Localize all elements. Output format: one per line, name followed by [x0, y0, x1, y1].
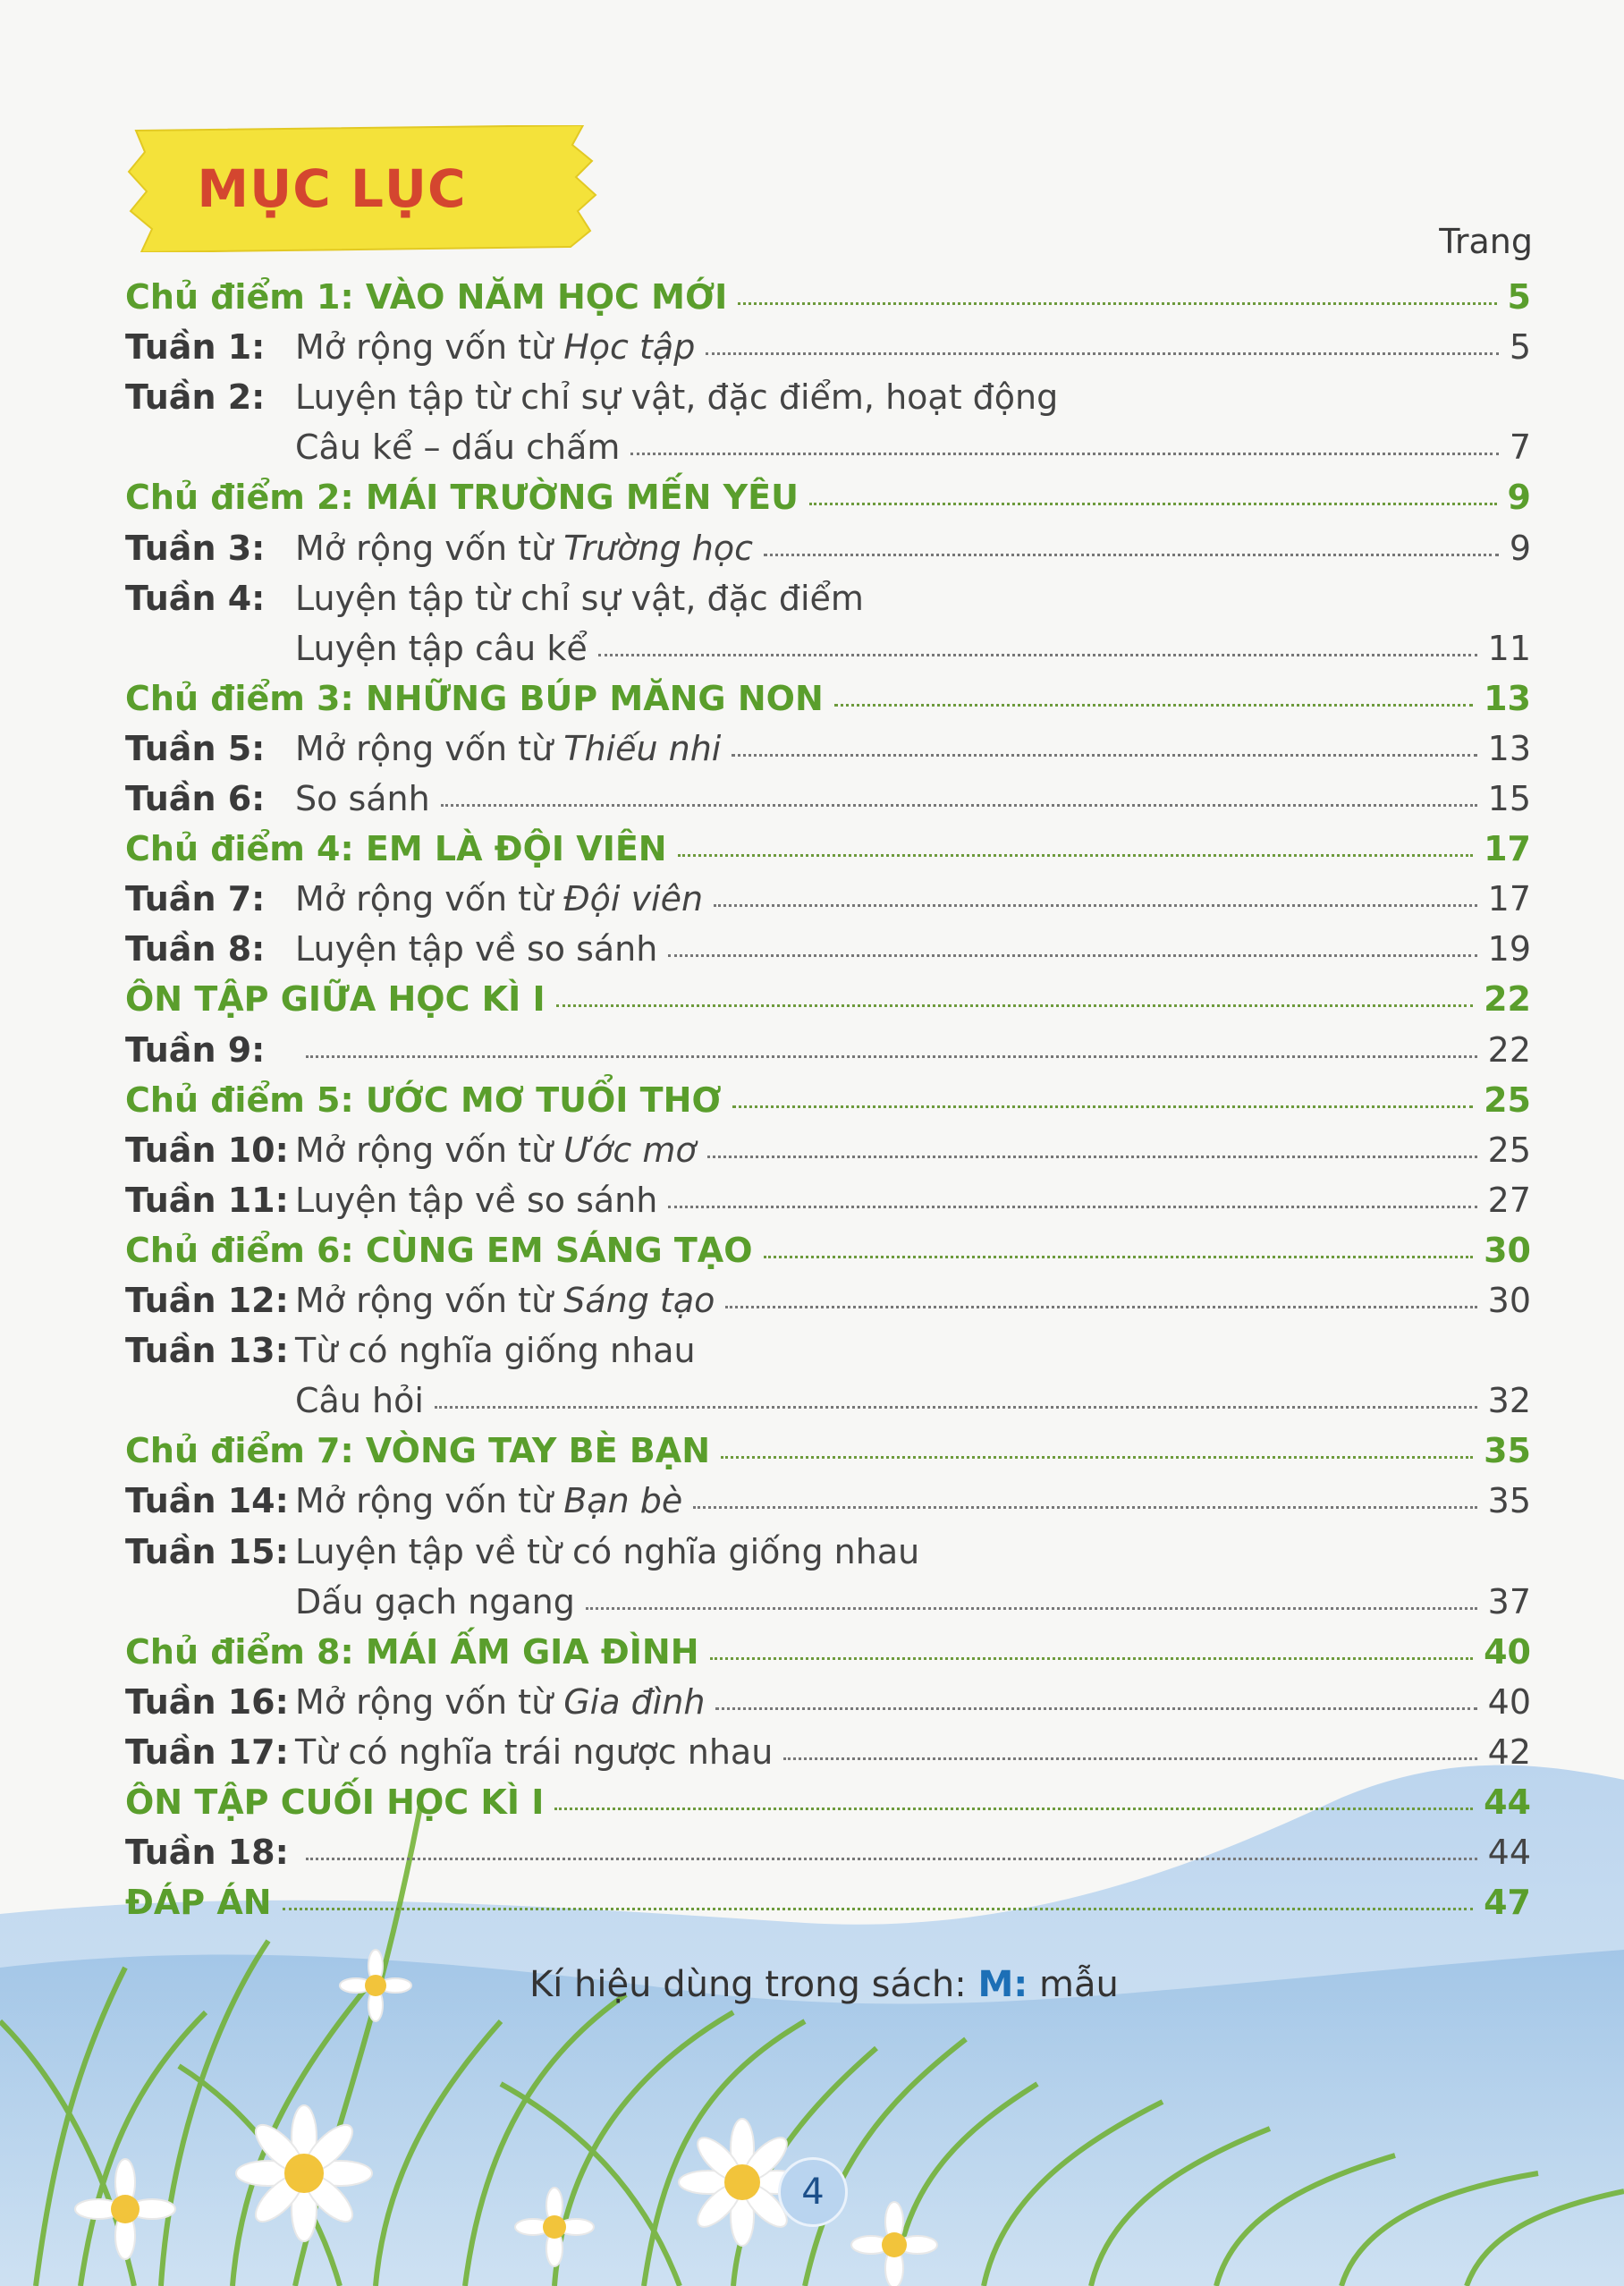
toc-week-label: Tuần 11:: [125, 1180, 289, 1220]
toc-section-row[interactable]: [125, 1231, 1531, 1279]
dot-leader: [764, 554, 1499, 556]
toc-entry-topic: Học tập: [563, 327, 696, 368]
dot-leader: [707, 1156, 1477, 1158]
toc-week-label: Tuần 15:: [125, 1531, 289, 1571]
legend: [529, 1964, 1119, 2005]
toc-row[interactable]: [125, 327, 1531, 376]
dot-leader: [283, 1908, 1474, 1910]
toc-page-number: 30: [1487, 1281, 1531, 1320]
toc-section-title: Chủ điểm 1: VÀO NĂM HỌC MỚI: [125, 277, 728, 317]
dot-leader: [834, 704, 1473, 707]
toc-row[interactable]: [125, 1732, 1531, 1781]
dot-leader: [714, 904, 1477, 907]
toc-page-number: 27: [1487, 1180, 1531, 1220]
toc-page-number: 40: [1487, 1681, 1531, 1722]
toc-entry-title: [295, 1682, 705, 1722]
toc-entry-text: Mở rộng vốn từ: [295, 1281, 564, 1320]
dot-leader: [554, 1808, 1473, 1810]
toc-entry-title: [295, 529, 753, 568]
toc-week-label: Tuần 3:: [125, 528, 266, 568]
toc-section-title: Chủ điểm 5: ƯỚC MƠ TUỔI THƠ: [125, 1080, 722, 1120]
toc-week-label: Tuần 16:: [125, 1681, 289, 1722]
toc-page-number: 7: [1509, 428, 1531, 468]
toc-entry-text: Luyện tập về so sánh: [295, 1180, 658, 1220]
toc-entry-title: Câu kể – dấu chấm: [295, 428, 621, 468]
dot-leader: [306, 1858, 1477, 1860]
toc-row[interactable]: [125, 428, 1531, 476]
dot-leader: [678, 854, 1474, 857]
dot-leader: [668, 1206, 1476, 1208]
toc-section-row[interactable]: [125, 1782, 1531, 1831]
toc-row[interactable]: [125, 1481, 1531, 1529]
toc-page-number: 35: [1484, 1431, 1531, 1471]
toc-section-row[interactable]: [125, 1080, 1531, 1129]
toc-row[interactable]: [125, 1381, 1531, 1429]
toc-week-label: Tuần 18:: [125, 1833, 289, 1873]
toc-week-label: Tuần 13:: [125, 1331, 289, 1371]
toc-row[interactable]: [125, 1833, 1531, 1881]
toc-entry-text: Mở rộng vốn từ: [295, 1481, 564, 1521]
dot-leader: [809, 503, 1497, 505]
legend-prefix: Kí hiệu dùng trong sách:: [529, 1964, 978, 2005]
toc-page-number: 32: [1487, 1381, 1531, 1421]
toc-entry-text: Mở rộng vốn từ: [295, 728, 564, 768]
toc-entry-topic: Bạn bè: [563, 1481, 683, 1521]
toc-week-label: Tuần 1:: [125, 327, 266, 368]
toc-page-number: 15: [1487, 779, 1531, 818]
dot-leader: [556, 1004, 1473, 1007]
dot-leader: [764, 1256, 1474, 1258]
toc-entry-title: [295, 729, 721, 768]
toc-entry-topic: Thiếu nhi: [563, 728, 722, 768]
toc-page-number: 5: [1509, 327, 1531, 368]
dot-leader: [732, 1105, 1474, 1108]
toc-section-row[interactable]: [125, 829, 1531, 877]
toc-entry-topic: Gia đình: [563, 1681, 706, 1722]
toc-section-row[interactable]: [125, 1632, 1531, 1681]
toc-entry-title: [295, 1481, 682, 1520]
toc-entry-topic: Ước mơ: [563, 1130, 697, 1170]
toc-row[interactable]: [125, 1030, 1531, 1079]
toc-page-number: 19: [1487, 929, 1531, 969]
toc-section-row[interactable]: [125, 478, 1531, 526]
toc-page-number: 47: [1484, 1883, 1531, 1923]
heading-banner: [125, 125, 601, 252]
toc-page-number: 17: [1487, 879, 1531, 919]
toc-entry-text: Mở rộng vốn từ: [295, 1130, 564, 1170]
toc-row[interactable]: [125, 1130, 1531, 1179]
toc-week-label: Tuần 17:: [125, 1731, 289, 1772]
toc-entry-text: Luyện tập từ chỉ sự vật, đặc điểm: [295, 578, 864, 618]
dot-leader: [586, 1607, 1477, 1610]
page-title: MỤC LỤC: [197, 158, 467, 219]
toc-page-number: 13: [1484, 678, 1531, 718]
toc-entry-text: Luyện tập về từ có nghĩa giống nhau: [295, 1531, 920, 1571]
toc-entry-text: Luyện tập từ chỉ sự vật, đặc điểm, hoạt động: [295, 377, 1059, 418]
page-column-label: Trang: [1439, 222, 1533, 261]
toc-section-row[interactable]: [125, 277, 1531, 326]
toc-entry-topic: Trường học: [563, 528, 753, 568]
toc-page-number: 25: [1487, 1130, 1531, 1170]
toc-row[interactable]: [125, 879, 1531, 927]
toc-entry-title: [295, 327, 695, 367]
toc-section-title: Chủ điểm 6: CÙNG EM SÁNG TẠO: [125, 1230, 753, 1270]
toc-page-number: 40: [1484, 1631, 1531, 1672]
toc-page-number: 11: [1487, 628, 1531, 668]
toc-page-number: 25: [1484, 1080, 1531, 1120]
dot-leader: [435, 1406, 1477, 1409]
toc-section-row[interactable]: [125, 1883, 1531, 1931]
page-number: 4: [778, 2157, 848, 2227]
toc-entry-title: [295, 779, 430, 818]
toc-page-number: 44: [1484, 1782, 1531, 1822]
toc-page-number: 22: [1487, 1029, 1531, 1070]
toc-row[interactable]: [125, 1582, 1531, 1630]
toc-page-number: 30: [1484, 1230, 1531, 1270]
toc-entry-text: Mở rộng vốn từ: [295, 1681, 564, 1722]
toc-entry-text: Từ có nghĩa giống nhau: [295, 1331, 696, 1371]
toc-entry-title: [295, 1181, 657, 1220]
toc-entry-title: [295, 1532, 919, 1571]
toc-week-label: Tuần 4:: [125, 578, 266, 618]
toc-section-title: Chủ điểm 3: NHỮNG BÚP MĂNG NON: [125, 678, 824, 718]
legend-suffix: mẫu: [1028, 1964, 1119, 2005]
toc-entry-text: Mở rộng vốn từ: [295, 528, 564, 568]
toc-row[interactable]: [125, 779, 1531, 827]
toc-week-label: Tuần 10:: [125, 1130, 289, 1170]
toc-section-title: Chủ điểm 2: MÁI TRƯỜNG MẾN YÊU: [125, 478, 799, 518]
toc-row[interactable]: [125, 377, 1531, 426]
toc-page-number: 37: [1487, 1581, 1531, 1621]
toc-week-label: Tuần 7:: [125, 879, 266, 919]
toc-page-number: 22: [1484, 979, 1531, 1020]
toc-row[interactable]: [125, 729, 1531, 777]
dot-leader: [630, 453, 1498, 455]
toc-entry-title: Dấu gạch ngang: [295, 1581, 575, 1621]
toc-entry-title: [295, 1130, 697, 1170]
toc-week-label: Tuần 8:: [125, 929, 266, 969]
toc-page-number: 42: [1487, 1731, 1531, 1772]
toc-week-label: Tuần 12:: [125, 1281, 289, 1320]
toc-row[interactable]: [125, 1181, 1531, 1229]
toc-entry-title: Câu hỏi: [295, 1381, 424, 1421]
toc-entry-title: [295, 879, 703, 919]
toc-week-label: Tuần 2:: [125, 377, 266, 418]
toc-entry-text: Mở rộng vốn từ: [295, 879, 564, 919]
toc-entry-title: [295, 377, 1058, 417]
toc-page-number: 44: [1487, 1833, 1531, 1873]
toc-section-title: Chủ điểm 7: VÒNG TAY BÈ BẠN: [125, 1431, 710, 1471]
toc-week-label: Tuần 9:: [125, 1029, 266, 1070]
toc-entry-title: [295, 1732, 773, 1772]
toc-row[interactable]: [125, 529, 1531, 577]
dot-leader: [738, 302, 1496, 305]
dot-leader: [725, 1306, 1476, 1308]
toc-section-row[interactable]: [125, 979, 1531, 1028]
toc-row[interactable]: [125, 929, 1531, 978]
toc-section-title: ÔN TẬP CUỐI HỌC KÌ I: [125, 1782, 545, 1822]
dot-leader: [715, 1707, 1476, 1710]
dot-leader: [721, 1456, 1473, 1459]
toc-row[interactable]: [125, 1281, 1531, 1329]
toc-entry-text: Từ có nghĩa trái ngược nhau: [295, 1731, 774, 1772]
toc-row[interactable]: [125, 579, 1531, 627]
toc-page-number: 17: [1484, 829, 1531, 869]
toc-page-number: 35: [1487, 1481, 1531, 1521]
toc-page-number: 9: [1509, 528, 1531, 568]
dot-leader: [598, 654, 1477, 656]
toc-page-number: 9: [1507, 478, 1531, 518]
toc-entry-text: Luyện tập về so sánh: [295, 929, 658, 969]
toc-section-row[interactable]: [125, 679, 1531, 727]
toc-page-number: 13: [1487, 728, 1531, 768]
toc-week-label: Tuần 6:: [125, 779, 266, 818]
toc-page-number: 5: [1507, 277, 1531, 317]
toc-section-title: Chủ điểm 8: MÁI ẤM GIA ĐÌNH: [125, 1631, 699, 1672]
toc-section-title: ĐÁP ÁN: [125, 1883, 272, 1923]
toc-week-label: Tuần 14:: [125, 1481, 289, 1521]
toc-entry-text: Mở rộng vốn từ: [295, 327, 564, 368]
legend-symbol: M:: [977, 1964, 1028, 2005]
toc-entry-title: Luyện tập câu kể: [295, 628, 588, 668]
toc-entry-topic: Đội viên: [563, 879, 704, 919]
toc-row[interactable]: [125, 1331, 1531, 1379]
toc-row[interactable]: [125, 1532, 1531, 1580]
dot-leader: [668, 954, 1476, 957]
dot-leader: [306, 1055, 1477, 1058]
toc-entry-title: [295, 579, 864, 618]
toc-section-row[interactable]: [125, 1431, 1531, 1479]
toc-entry-title: [295, 1281, 715, 1320]
toc-entry-text: So sánh: [295, 779, 430, 818]
toc-entry-title: [295, 1331, 696, 1370]
toc-week-label: Tuần 5:: [125, 728, 266, 768]
dot-leader: [693, 1506, 1476, 1509]
dot-leader: [783, 1757, 1476, 1760]
dot-leader: [441, 804, 1477, 807]
dot-leader: [732, 754, 1476, 757]
toc-section-title: ÔN TẬP GIỮA HỌC KÌ I: [125, 979, 546, 1020]
toc-entry-topic: Sáng tạo: [563, 1281, 715, 1320]
toc-section-title: Chủ điểm 4: EM LÀ ĐỘI VIÊN: [125, 829, 667, 869]
toc-row[interactable]: [125, 1682, 1531, 1731]
toc-entry-title: [295, 929, 657, 969]
dot-leader: [710, 1657, 1474, 1660]
toc-row[interactable]: [125, 629, 1531, 677]
dot-leader: [706, 352, 1498, 355]
